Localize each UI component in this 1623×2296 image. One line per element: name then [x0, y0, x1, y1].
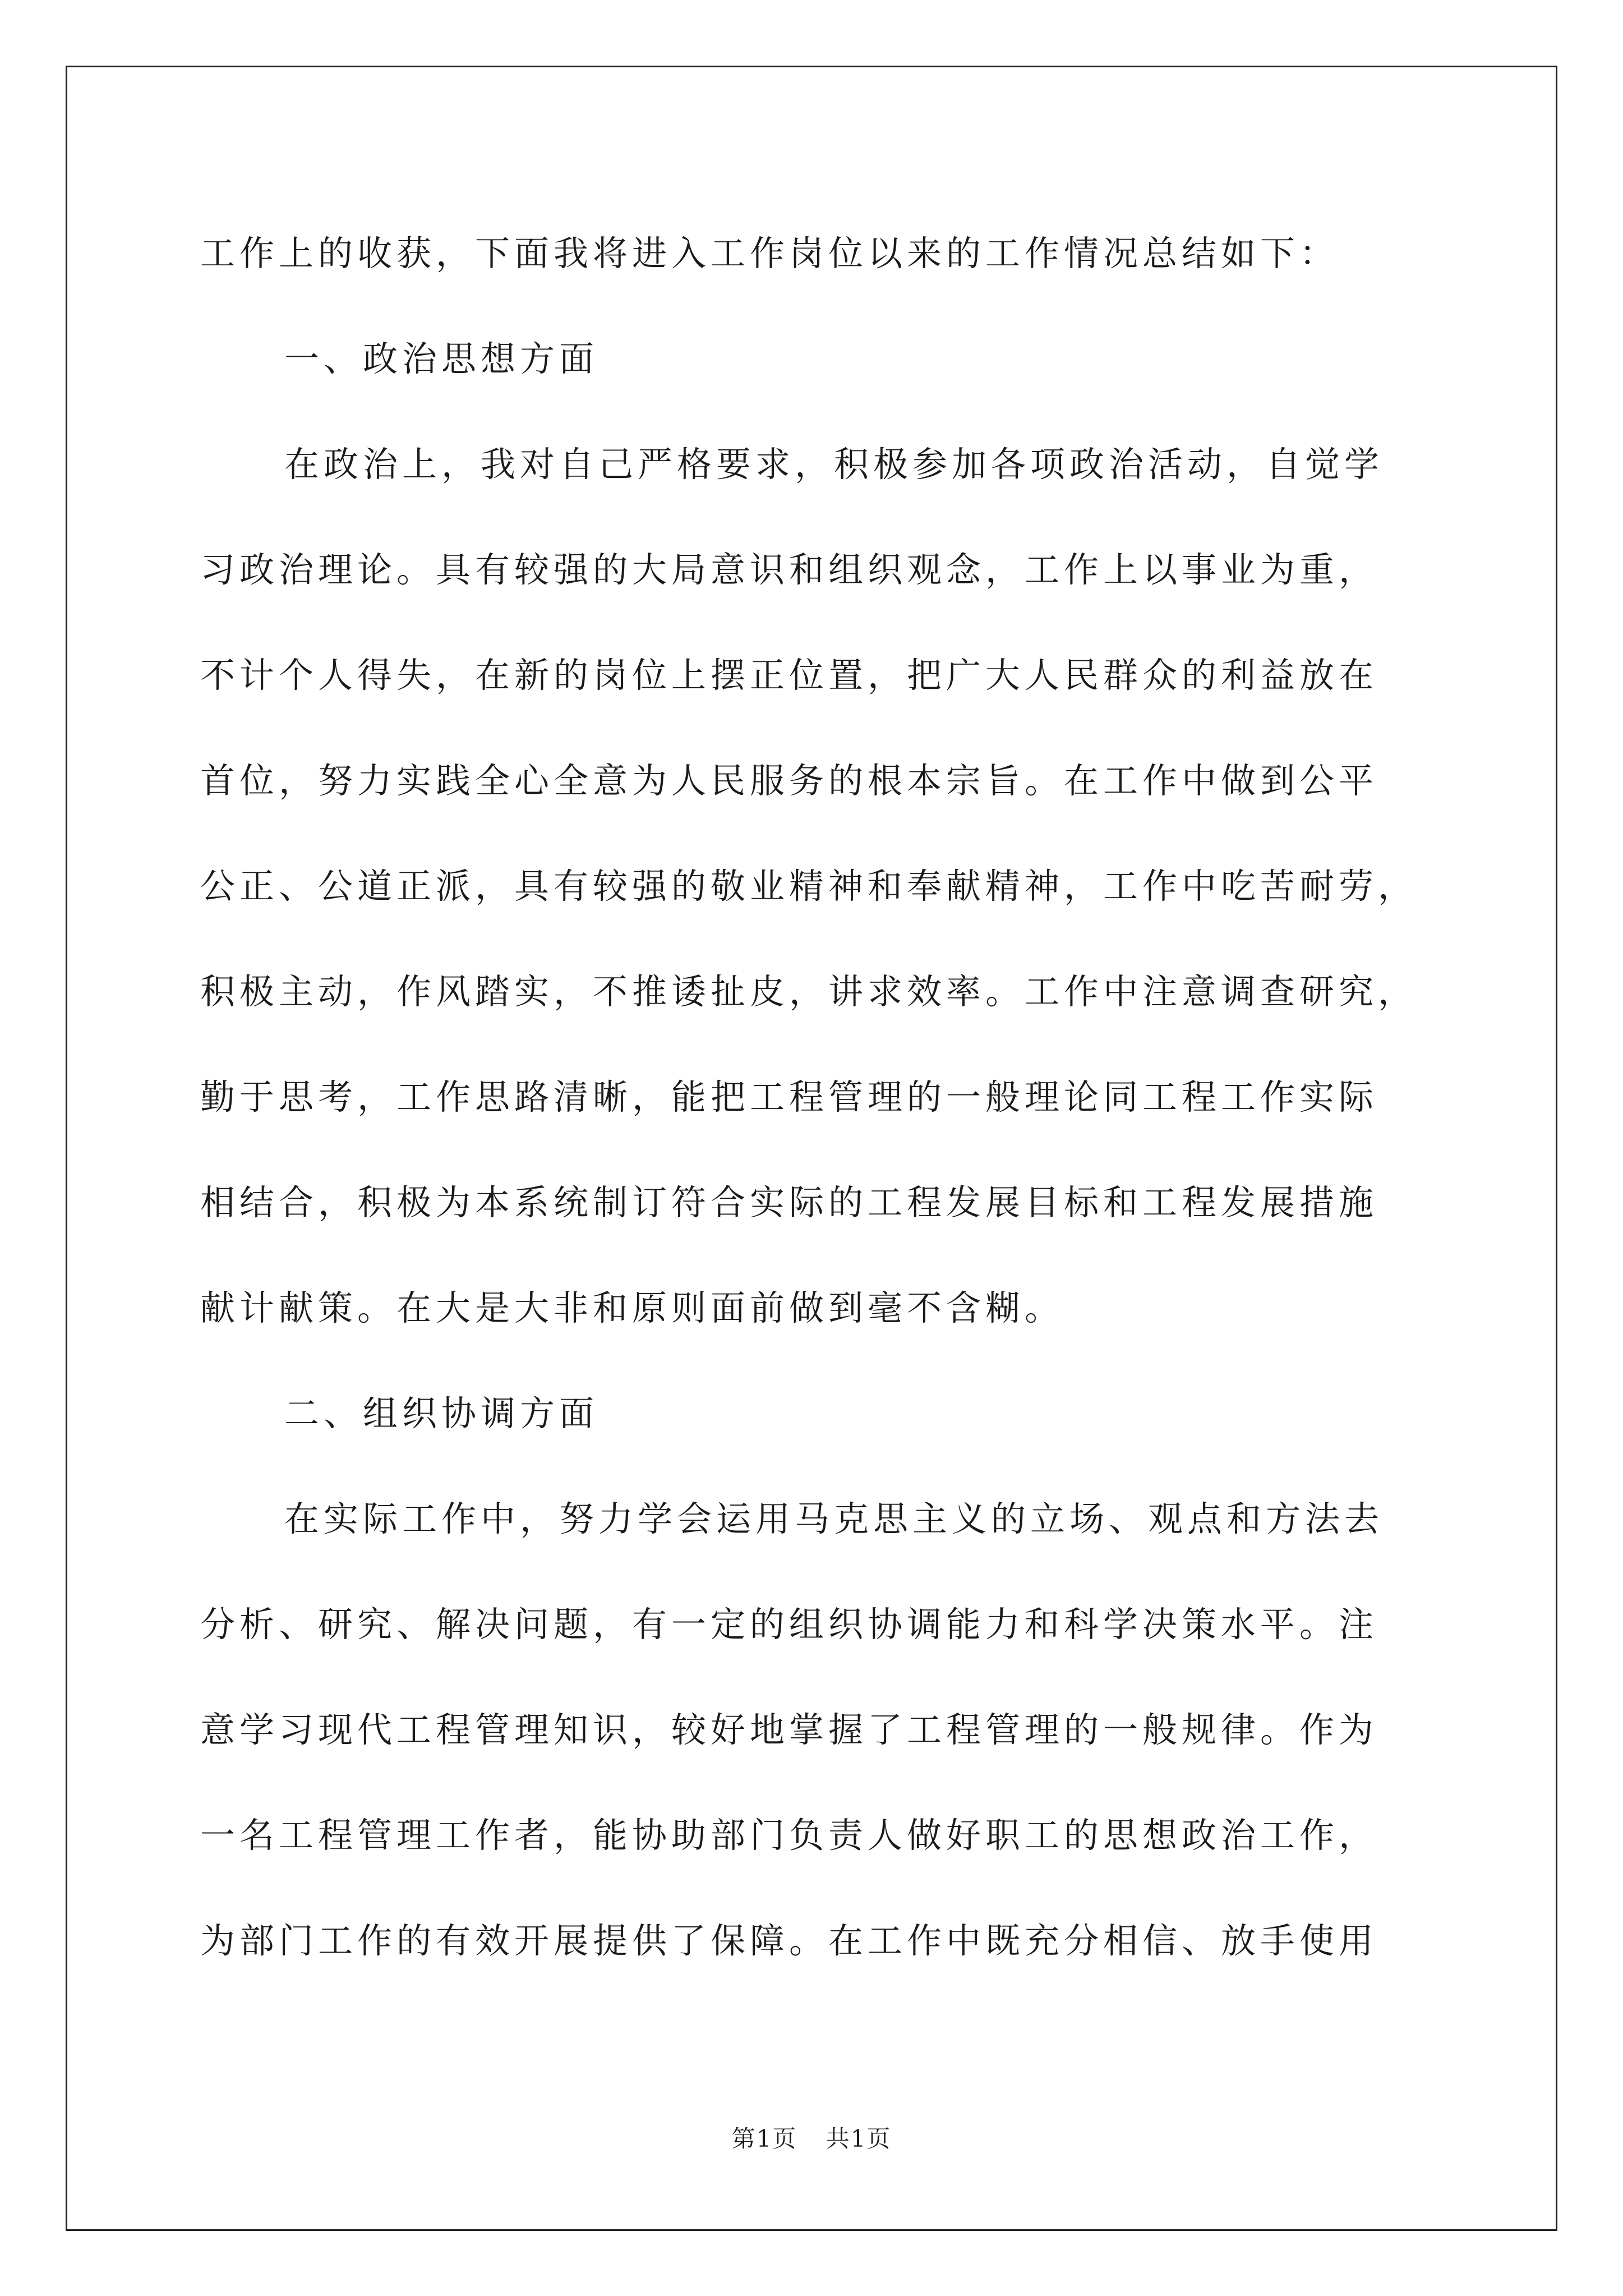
text-line: 献计献策。在大是大非和原则面前做到毫不含糊。	[200, 1287, 1064, 1328]
text-line: 意学习现代工程管理知识，较好地掌握了工程管理的一般规律。作为	[200, 1709, 1378, 1750]
text-line: 勤于思考，工作思路清晰，能把工程管理的一般理论同工程工作实际	[200, 1076, 1378, 1117]
page-footer	[0, 2120, 1623, 2154]
section-heading: 二、组织协调方面	[284, 1393, 599, 1434]
text-line: 一名工程管理工作者，能协助部门负责人做好职工的思想政治工作，	[200, 1815, 1378, 1856]
text-line: 为部门工作的有效开展提供了保障。在工作中既充分相信、放手使用	[200, 1920, 1378, 1961]
text-line: 公正、公道正派，具有较强的敬业精神和奉献精神，工作中吃苦耐劳，	[200, 866, 1418, 907]
page-number: 第1页	[731, 2125, 797, 2152]
text-line: 积极主动，作风踏实，不推诿扯皮，讲求效率。工作中注意调查研究，	[200, 971, 1418, 1012]
text-line: 工作上的收获，下面我将进入工作岗位以来的工作情况总结如下：	[200, 233, 1339, 274]
text-line: 相结合，积极为本系统制订符合实际的工程发展目标和工程发展措施	[200, 1182, 1378, 1223]
text-line: 分析、研究、解决问题，有一定的组织协调能力和科学决策水平。注	[200, 1604, 1378, 1645]
document-body	[200, 220, 1428, 2013]
text-line: 首位，努力实践全心全意为人民服务的根本宗旨。在工作中做到公平	[200, 760, 1378, 801]
text-line: 不计个人得失，在新的岗位上摆正位置，把广大人民群众的利益放在	[200, 655, 1378, 696]
text-line: 在实际工作中，努力学会运用马克思主义的立场、观点和方法去	[284, 1498, 1384, 1539]
section-heading: 一、政治思想方面	[284, 338, 599, 379]
text-line: 在政治上，我对自己严格要求，积极参加各项政治活动，自觉学	[284, 444, 1384, 485]
page-total: 共1页	[826, 2125, 892, 2152]
text-line: 习政治理论。具有较强的大局意识和组织观念，工作上以事业为重，	[200, 549, 1378, 590]
